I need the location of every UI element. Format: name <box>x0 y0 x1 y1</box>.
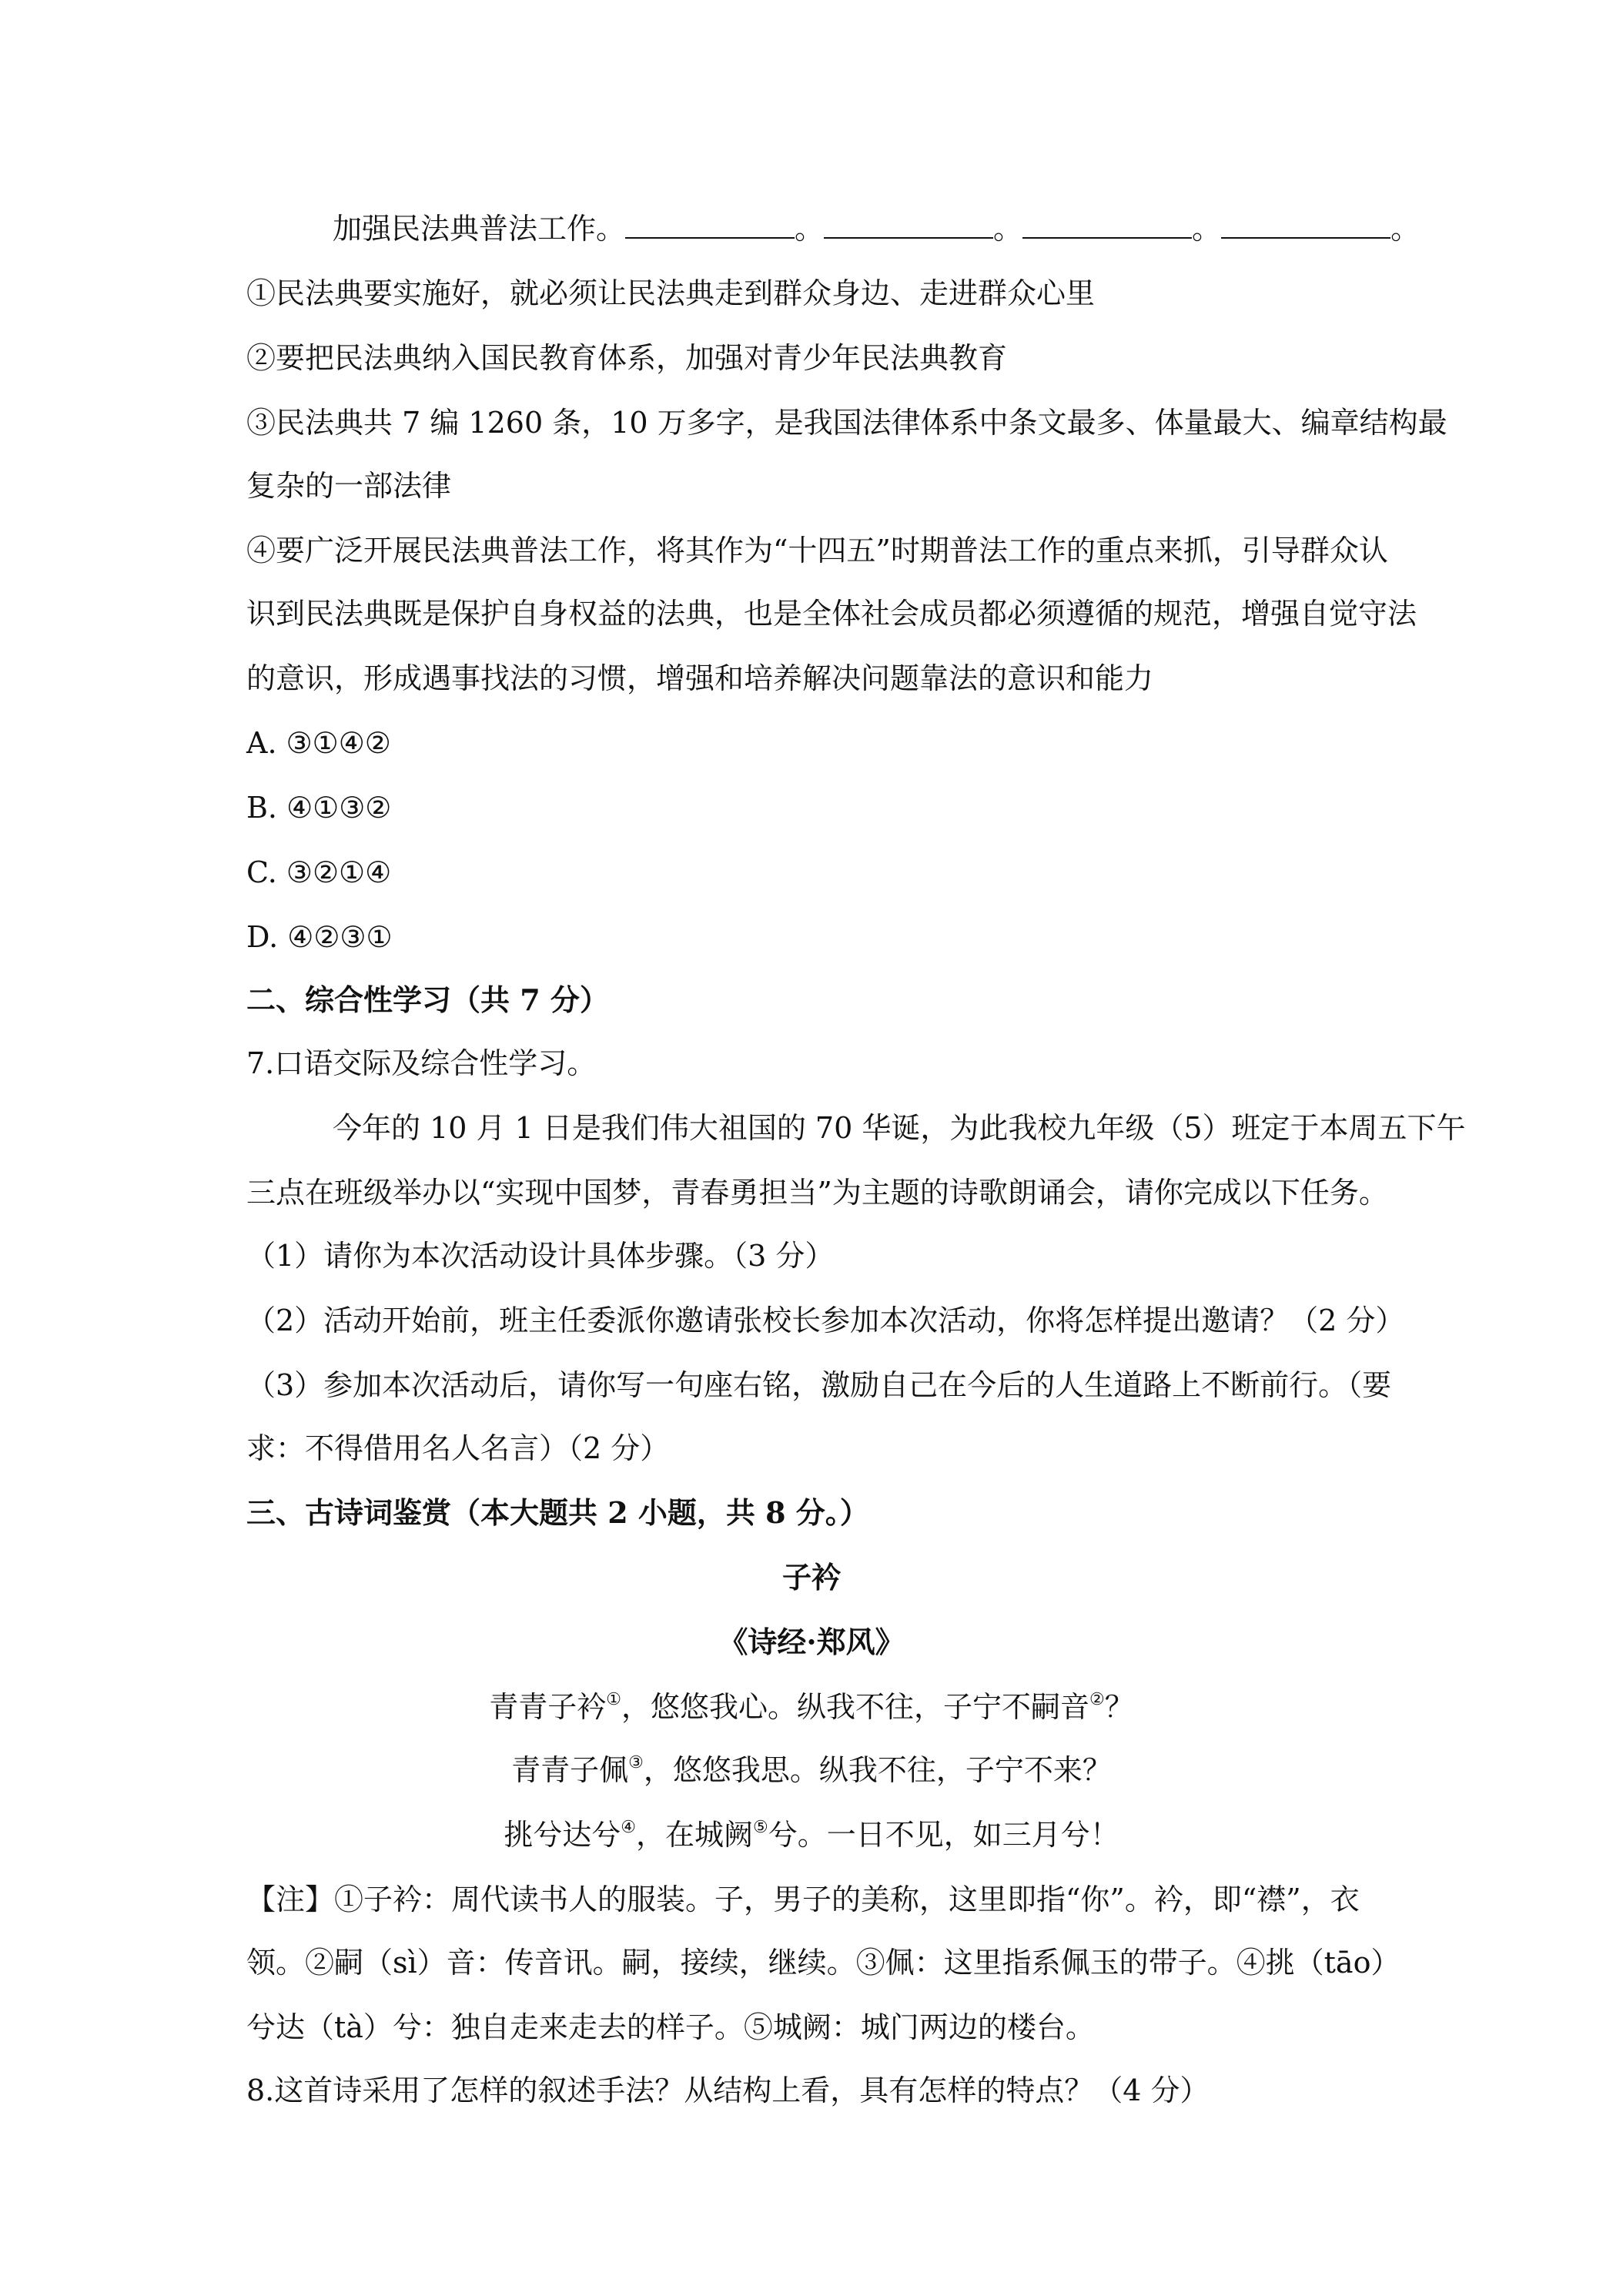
separator: 。 <box>993 212 1023 246</box>
q6-option-cont: 识到民法典既是保护自身权益的法典，也是全体社会成员都必须遵循的规范，增强自觉守法 <box>246 597 1417 631</box>
answer-blank-1 <box>625 209 795 239</box>
footnote-marker: ⑤ <box>753 1818 768 1837</box>
choice-b: B. ④①③② <box>246 791 392 825</box>
poem-notes-cont: 兮达（tà）兮：独自走来走去的样子。⑤城阙：城门两边的楼台。 <box>246 2010 1095 2044</box>
q6-option: ②要把民法典纳入国民教育体系，加强对青少年民法典教育 <box>246 341 1008 375</box>
section-2-heading: 二、综合性学习（共 7 分） <box>246 982 609 1017</box>
q6-option: ④要广泛开展民法典普法工作，将其作为“十四五”时期普法工作的重点来抓，引导群众认 <box>246 534 1388 567</box>
choice-c: C. ③②①④ <box>246 855 392 889</box>
separator: 。 <box>795 212 825 246</box>
q7-task-3: （3）参加本次活动后，请你写一句座右铭，激励自己在今后的人生道路上不断前行。（要 <box>246 1368 1392 1402</box>
q7-intro: 今年的 10 月 1 日是我们伟大祖国的 70 华诞，为此我校九年级（5）班定于本周五下午 <box>333 1111 1466 1145</box>
footnote-marker: ③ <box>628 1753 644 1772</box>
footnote-marker: ② <box>1089 1690 1105 1709</box>
q7-task-1: （1）请你为本次活动设计具体步骤。（3 分） <box>246 1239 835 1273</box>
separator: 。 <box>1390 212 1421 246</box>
section-3-heading: 三、古诗词鉴赏（本大题共 2 小题，共 8 分。） <box>246 1495 869 1530</box>
q6-stem <box>333 209 1420 248</box>
q6-stem-text: 加强民法典普法工作。 <box>333 212 626 246</box>
poem-line-3: 挑兮达兮④，在城阙⑤兮。一日不见，如三月兮！ <box>504 1818 1119 1852</box>
choice-d: D. ④②③① <box>246 920 393 954</box>
poem-title: 子衿 <box>781 1560 841 1595</box>
q6-option-cont: 复杂的一部法律 <box>246 469 452 503</box>
q7-task-2: （2）活动开始前，班主任委派你邀请张校长参加本次活动，你将怎样提出邀请？（2 分） <box>246 1304 1405 1337</box>
footnote-marker: ① <box>606 1690 621 1709</box>
answer-blank-2 <box>824 209 993 239</box>
answer-blank-3 <box>1022 209 1192 239</box>
poem-notes: 【注】①子衿：周代读书人的服装。子，男子的美称，这里即指“你”。衿，即“襟”，衣 <box>246 1883 1360 1916</box>
q7-task-3-cont: 求：不得借用名人名言）（2 分） <box>246 1431 670 1465</box>
answer-blank-4 <box>1221 209 1390 239</box>
separator: 。 <box>1192 212 1222 246</box>
q8-question: 8.这首诗采用了怎样的叙述手法？从结构上看，具有怎样的特点？（4 分） <box>246 2073 1210 2107</box>
q6-option-cont: 的意识，形成遇事找法的习惯，增强和培养解决问题靠法的意识和能力 <box>246 661 1154 695</box>
poem-line-1: 青青子衿①，悠悠我心。纵我不往，子宁不嗣音②？ <box>489 1690 1134 1724</box>
poem-line-2: 青青子佩③，悠悠我思。纵我不往，子宁不来？ <box>511 1753 1112 1787</box>
q6-option: ①民法典要实施好，就必须让民法典走到群众身边、走进群众心里 <box>246 276 1096 310</box>
q7-intro-cont: 三点在班级举办以“实现中国梦，青春勇担当”为主题的诗歌朗诵会，请你完成以下任务。 <box>246 1176 1388 1210</box>
q7-title: 7.口语交际及综合性学习。 <box>246 1046 597 1080</box>
choice-a: A. ③①④② <box>246 726 391 760</box>
footnote-marker: ④ <box>621 1818 636 1837</box>
q6-option: ③民法典共 7 编 1260 条，10 万多字，是我国法律体系中条文最多、体量最大、编章结构最 <box>246 406 1447 440</box>
poem-source: 《诗经·郑风》 <box>718 1625 905 1659</box>
poem-notes-cont: 领。②嗣（sì）音：传音讯。嗣，接续，继续。③佩：这里指系佩玉的带子。④挑（tāo） <box>246 1946 1400 1980</box>
